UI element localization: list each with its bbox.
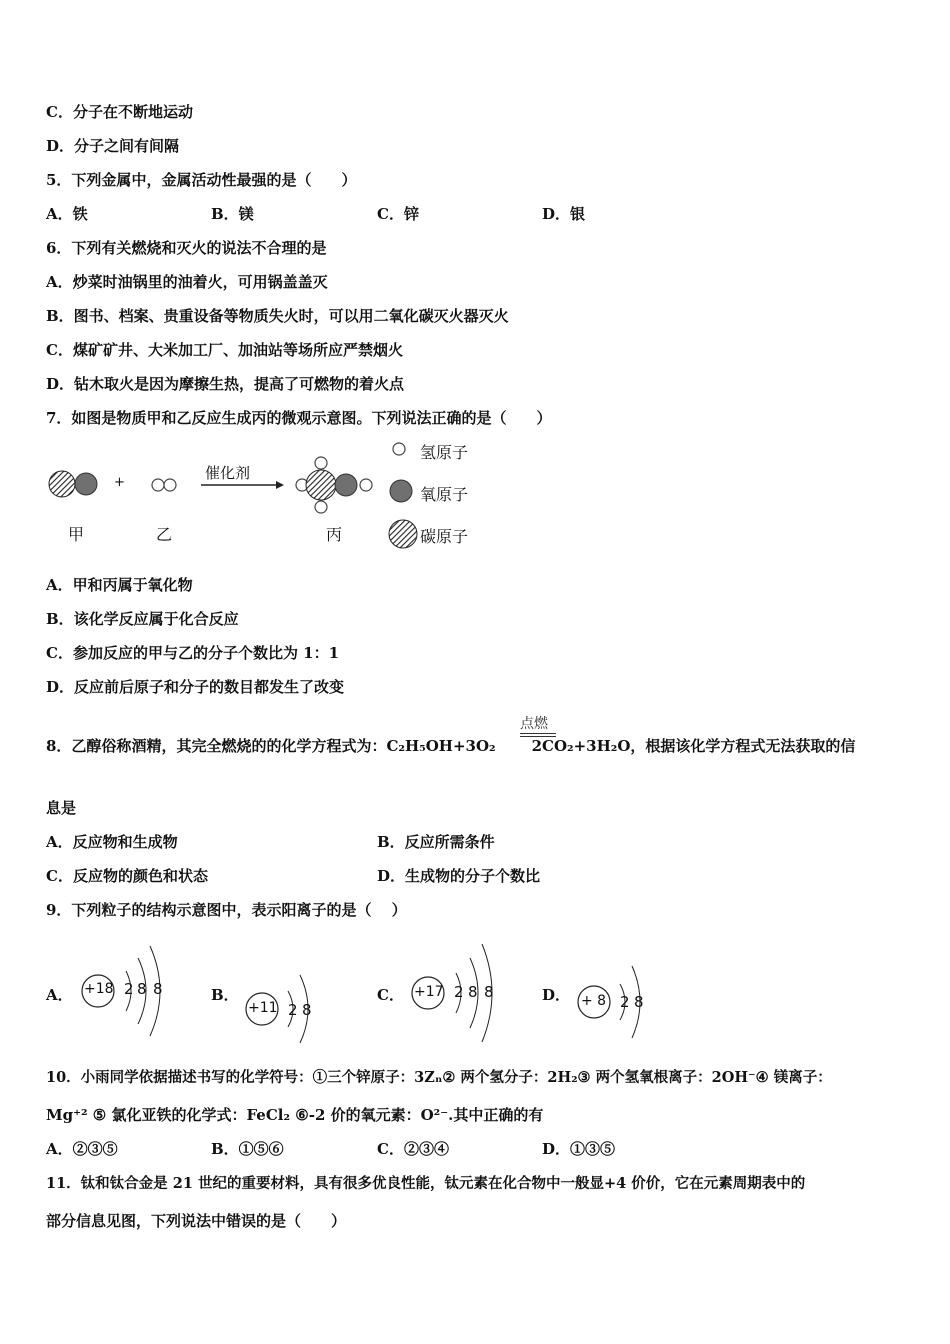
q11-line-1: 11．钛和钛合金是 21 世纪的重要材料，具有很多优良性能，钛元素在化合物中一般显+4 价价，它在元素周期表中的 [46,1175,806,1192]
plus-sign: + [114,475,125,490]
q9-label-d: D． [542,986,571,1004]
q7-option-d: D．反应前后原子和分子的数目都发生了改变 [46,678,345,696]
q10-option-d: D．①③⑤ [542,1140,616,1158]
atom-c-shell-3: 8 [484,983,494,1001]
q6-option-d: D．钻木取火是因为摩擦生热，提高了可燃物的着火点 [46,375,405,393]
q9-label-a: A． [46,986,73,1004]
label-jia: 甲 [68,525,85,544]
atom-d-nucleus: + 8 [581,993,607,1009]
molecule-yi [152,479,176,491]
q10-option-b: B．①⑤⑥ [211,1140,284,1158]
q9-label-c: C． [377,986,404,1004]
catalyst-label: 催化剂 [205,464,251,482]
legend-hydrogen-icon [393,443,405,455]
q4-option-d: D．分子之间有间隔 [46,137,180,155]
q6-option-b: B．图书、档案、贵重设备等物质失火时，可以用二氧化碳灭火器灭火 [46,307,509,325]
q8-stem-cont: 息是 [46,799,77,817]
q8-condition: 点燃 [520,716,548,732]
q8-option-b: B．反应所需条件 [377,833,495,851]
q4-option-c: C．分子在不断地运动 [46,103,193,121]
q8-option-c: C．反应物的颜色和状态 [46,867,208,885]
q6-option-c: C．煤矿矿井、大米加工厂、加油站等场所应严禁烟火 [46,341,403,359]
q5-option-d: D．银 [542,205,586,223]
q10-line-2: Mg⁺² ⑤ 氯化亚铁的化学式：FeCl₂ ⑥-2 价的氧元素：O²⁻.其中正确的有 [46,1106,544,1124]
q8-stem-post: ，根据该化学方程式无法获取的信 [630,737,856,755]
q10-line-1: 10．小雨同学依据描述书写的化学符号：①三个锌原子：3Zₙ② 两个氢分子：2H₂③ 两个氢氧根离子：2OH⁻④ 镁离子： [46,1069,832,1086]
q8-option-d: D．生成物的分子个数比 [377,867,541,885]
q8-reactant: C₂H₅OH+3O₂ [386,737,496,755]
q5-option-a: A．铁 [46,205,88,223]
q7-option-c: C．参加反应的甲与乙的分子个数比为 1：1 [46,644,340,662]
q5-option-b: B．镁 [211,205,254,223]
atom-a-shell-1: 2 [124,980,134,998]
q9-stem: 9．下列粒子的结构示意图中，表示阳离子的是（ ） [46,901,407,919]
label-yi: 乙 [156,525,173,544]
atom-d-shell-1: 2 [620,993,630,1011]
q6-stem: 6．下列有关燃烧和灭火的说法不合理的是 [46,239,327,257]
legend-oxygen: 氧原子 [420,485,469,504]
q8-option-a: A．反应物和生成物 [46,833,178,851]
legend-carbon: 碳原子 [420,527,469,546]
q5-stem: 5．下列金属中，金属活动性最强的是（ ） [46,171,357,189]
q7-option-b: B．该化学反应属于化合反应 [46,610,239,628]
atom-a-shell-3: 8 [153,980,163,998]
q8-product: 2CO₂+3H₂O [531,737,631,755]
atom-b-shell-2: 8 [302,1001,312,1019]
atom-b-shell-1: 2 [288,1001,298,1019]
q10-option-c: C．②③④ [377,1140,449,1158]
atom-c-shell-1: 2 [454,983,464,1001]
q9-label-b: B． [211,986,239,1004]
q10-option-a: A．②③⑤ [46,1140,118,1158]
atom-c-nucleus: +17 [414,984,444,1000]
atom-a-shell-2: 8 [137,980,147,998]
atom-a-nucleus: +18 [84,981,114,997]
legend-hydrogen: 氢原子 [420,443,469,462]
atom-b-nucleus: +11 [248,1000,278,1016]
q6-option-a: A．炒菜时油锅里的油着火，可用锅盖盖灭 [46,273,328,291]
q11-line-2: 部分信息见图，下列说法中错误的是（ ） [46,1212,347,1230]
q7-option-a: A．甲和丙属于氧化物 [46,576,193,594]
legend-oxygen-icon [390,480,412,502]
q5-option-c: C．锌 [377,205,419,223]
q8-equals-sign [520,733,556,737]
atom-c-shell-2: 8 [468,983,478,1001]
molecule-bing [296,457,372,513]
molecule-jia [49,471,97,497]
atom-d-shell-2: 8 [634,993,644,1011]
legend-carbon-icon [389,520,417,548]
q8-stem-pre: 8．乙醇俗称酒精，其完全燃烧的的化学方程式为： [46,737,387,755]
q7-stem: 7．如图是物质甲和乙反应生成丙的微观示意图。下列说法正确的是（ ） [46,409,552,427]
label-bing: 丙 [326,525,343,544]
q8-stem [46,736,855,756]
